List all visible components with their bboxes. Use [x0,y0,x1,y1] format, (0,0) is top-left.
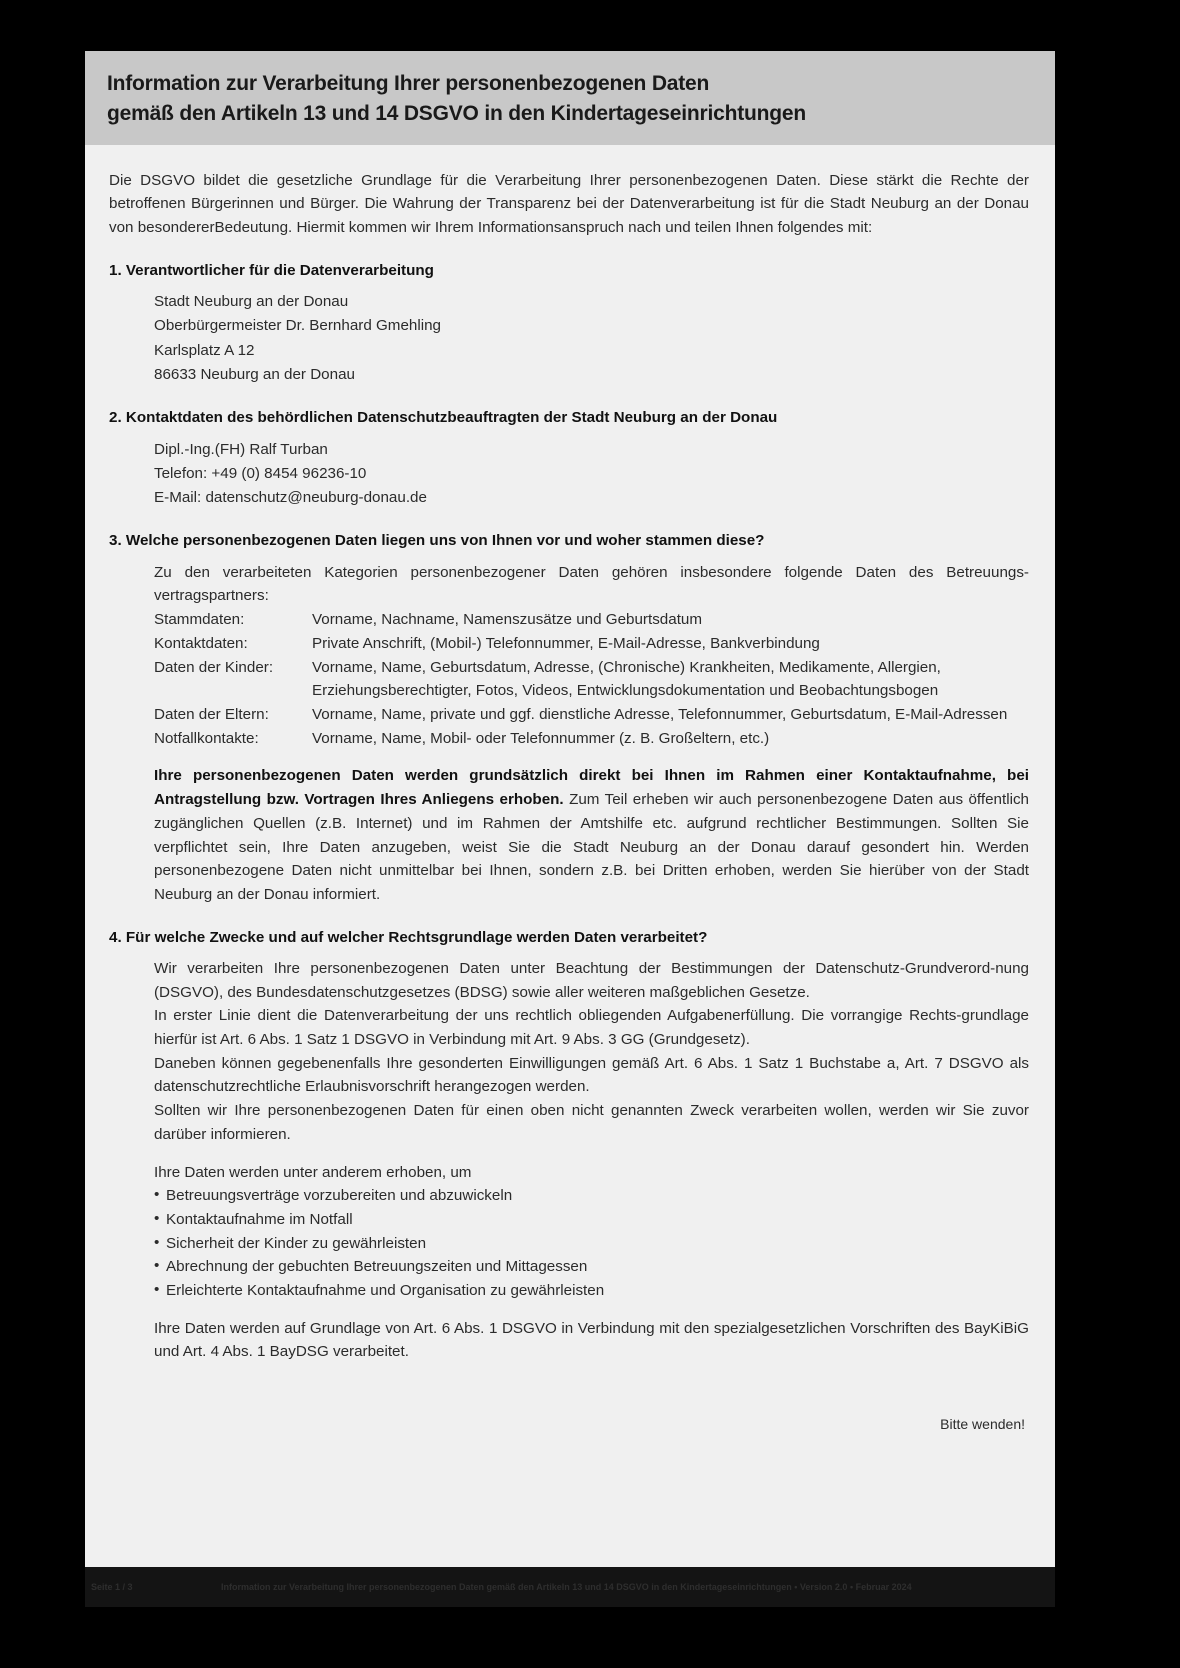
list-item [154,1184,1029,1208]
list-item [154,1255,1029,1279]
list-item-label: Betreuungsverträge vorzubereiten und abzuwickeln [166,1187,513,1205]
category-label: Notfallkontakte: [154,729,259,747]
section-3 [109,530,1029,906]
category-value: Vorname, Name, private und ggf. dienstliche Adresse, Telefonnummer, Geburtsdatum, E-Mail-Adressen [312,705,1008,723]
data-collection-rest: Zum Teil erheben wir auch personenbezogene Daten aus öffentlich zugänglichen Quellen (z.B. Internet) und im Rahmen der Amtshilfe etc. aufgrund rechtlicher Bestimmungen. Sollten Sie verpflichtet sein, Ihre Daten anzugeben, weist Sie die Stadt Neuburg an der Donau darauf gesondert hin. Werden personenbezogene Daten nicht unmittelbar bei Ihnen, sondern z.B. bei Dritten erhoben, werden Sie hierüber von der Stadt Neuburg an der Donau informiert. [154,791,1029,903]
data-collection-paragraph [154,764,1029,906]
address-line: 86633 Neuburg an der Donau [154,365,355,383]
section-4-paragraph-3: Daneben können gegebenenfalls Ihre gesonderten Einwilligungen gemäß Art. 6 Abs. 1 Satz 1 Buchstabe a, Art. 7 DSGVO als datenschutzrechtliche Erlaubnisvorschrift herangezogen werden. [154,1054,1029,1096]
document-page [85,51,1055,1567]
list-item-label: Kontaktaufnahme im Notfall [166,1210,353,1228]
purposes-list [154,1184,1029,1303]
address-line: Oberbürgermeister Dr. Bernhard Gmehling [154,317,441,335]
table-row [154,703,1029,727]
section-4-paragraph-4: Sollten wir Ihre personenbezogenen Daten für einen oben nicht genannten Zweck verarbeiten wollen, werden wir Sie zuvor darüber informieren. [154,1102,1029,1143]
section-4-paragraph-1: Wir verarbeiten Ihre personenbezogenen Daten unter Beachtung der Bestimmungen der Datenschutz-Grundverord-nung (DSGVO), des Bundesdatenschutzgesetzes (BDSG) sowie aller weiteren maßgeblichen Gesetze. [154,959,1029,1001]
bullet-icon: • [154,1209,160,1227]
section-4-paragraph-5: Ihre Daten werden auf Grundlage von Art. 6 Abs. 1 DSGVO in Verbindung mit den spezialgesetzlichen Vorschriften des BayKiBiG und Art. 4 Abs. 1 BayDSG verarbeitet. [154,1319,1029,1361]
intro-paragraph: Die DSGVO bildet die gesetzliche Grundlage für die Verarbeitung Ihrer personenbezogenen Daten. Diese stärkt die Rechte der betroffenen Bürgerinnen und Bürger. Die Wahrung der Transparenz bei der Datenverarbeitung ist für die Stadt Neuburg an der Donau von besondererBedeutung. Hiermit kommen wir Ihrem Informationsanspruch nach und teilen Ihnen folgendes mit: [109,171,1029,237]
section-1-address [154,290,1029,387]
footer-text: Information zur Verarbeitung Ihrer personenbezogenen Daten gemäß den Artikeln 13 und 14 DSGVO in den Kindertageseinrichtungen • Version 2.0 • Februar 2024 [221,1582,912,1592]
list-item [154,1208,1029,1232]
category-value: Vorname, Name, Geburtsdatum, Adresse, (Chronische) Krankheiten, Medikamente, Allergien, Erziehungsberechtigter, Fotos, Videos, Entwicklungsdokumentation und Beobachtungsbogen [312,658,941,700]
category-label: Daten der Eltern: [154,705,269,723]
category-label: Kontaktdaten: [154,634,248,652]
table-row [154,727,1029,751]
turn-page-note: Bitte wenden! [940,1416,1025,1433]
section-4-paragraph-2: In erster Linie dient die Datenverarbeitung der uns rechtlich obliegenden Aufgabenerfüllung. Die vorrangige Rechts-grundlage hierfür ist Art. 6 Abs. 1 Satz 1 DSGVO in Verbindung mit Art. 9 Abs. 3 GG (Grundgesetz). [154,1007,1029,1048]
bullet-icon: • [154,1281,160,1299]
section-4 [109,927,1029,1365]
footer-page-number: Seite 1 / 3 [91,1582,133,1592]
list-item-label: Sicherheit der Kinder zu gewährleisten [166,1234,427,1252]
category-label: Stammdaten: [154,611,245,629]
section-4-content [154,957,1029,1364]
section-1 [109,260,1029,388]
section-2 [109,407,1029,510]
section-3-content [154,561,1029,907]
table-row [154,656,1029,703]
data-collection-emphasis: Ihre personenbezogenen Daten werden grundsätzlich direkt bei Ihnen im Rahmen einer Kontaktaufnahme, bei Antragstellung bzw. Vortragen Ihres Anliegens erhoben. [154,767,1029,809]
section-3-lead: Zu den verarbeiteten Kategorien personenbezogener Daten gehören insbesondere folgende Daten des Betreuungs-vertragspartners: [154,563,1029,605]
section-2-contact [154,438,1029,511]
page-title-line-2: gemäß den Artikeln 13 und 14 DSGVO in den Kindertageseinrichtungen [107,101,806,125]
page-title-line-1: Information zur Verarbeitung Ihrer personenbezogenen Daten [107,72,710,95]
category-label: Daten der Kinder: [154,658,274,676]
section-3-heading: 3. Welche personenbezogenen Daten liegen uns von Ihnen vor und woher stammen diese? [109,532,765,550]
address-line: Karlsplatz A 12 [154,341,255,359]
bullet-icon: • [154,1233,160,1251]
address-line: Stadt Neuburg an der Donau [154,293,349,311]
list-item [154,1279,1029,1303]
category-value: Private Anschrift, (Mobil-) Telefonnummer, E-Mail-Adresse, Bankverbindung [312,634,820,652]
document-title-band [85,51,1055,145]
contact-line: Telefon: +49 (0) 8454 96236-10 [154,464,367,482]
table-row [154,608,1029,632]
purposes-lead: Ihre Daten werden unter anderem erhoben, um [154,1163,472,1181]
document-body [85,145,1055,1433]
bullet-icon: • [154,1257,160,1275]
table-row [154,632,1029,656]
section-1-heading: 1. Verantwortlicher für die Datenverarbeitung [109,261,434,279]
category-value: Vorname, Name, Mobil- oder Telefonnummer (z. B. Großeltern, etc.) [312,729,770,747]
list-item [154,1232,1029,1256]
contact-line: Dipl.-Ing.(FH) Ralf Turban [154,440,328,458]
list-item-label: Erleichterte Kontaktaufnahme und Organisation zu gewährleisten [166,1282,605,1300]
document-footer-bar [85,1567,1055,1607]
list-item-label: Abrechnung der gebuchten Betreuungszeiten und Mittagessen [166,1258,588,1276]
section-4-heading: 4. Für welche Zwecke und auf welcher Rechtsgrundlage werden Daten verarbeitet? [109,928,708,946]
data-categories-table [154,608,1029,750]
category-value: Vorname, Nachname, Namenszusätze und Geburtsdatum [312,611,703,629]
contact-email: E-Mail: datenschutz@neuburg-donau.de [154,489,427,507]
bullet-icon: • [154,1186,160,1204]
section-2-heading: 2. Kontaktdaten des behördlichen Datenschutzbeauftragten der Stadt Neuburg an der Donau [109,409,778,427]
